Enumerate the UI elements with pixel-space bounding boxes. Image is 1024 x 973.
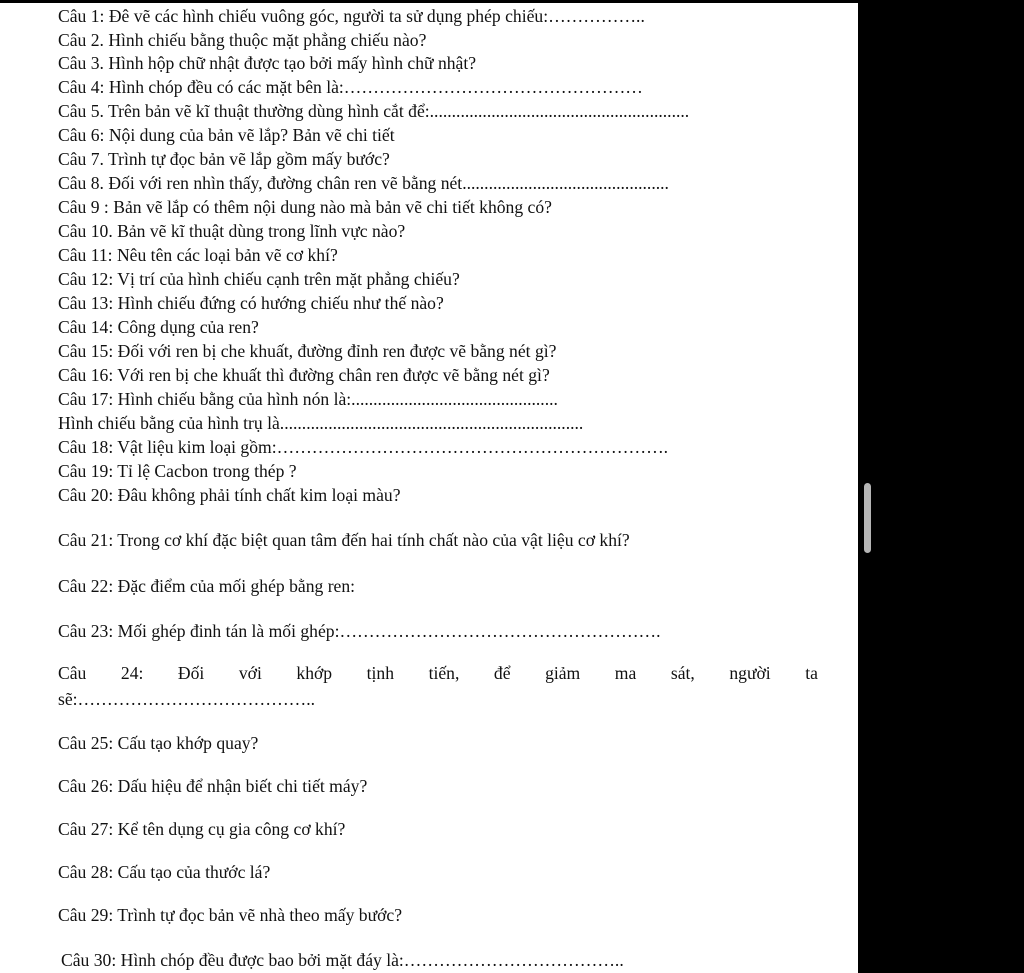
q24-word: sát,	[670, 663, 695, 683]
question-7: Câu 7. Trình tự đọc bản vẽ lắp gồm mấy bước?	[58, 149, 390, 169]
document-page	[0, 3, 858, 973]
question-10: Câu 10. Bản vẽ kĩ thuật dùng trong lĩnh vực nào?	[58, 221, 406, 241]
question-2: Câu 2. Hình chiếu bằng thuộc mặt phẳng chiếu nào?	[58, 30, 427, 50]
q24-word: Câu	[58, 663, 87, 683]
q24-word: 24:	[120, 663, 144, 683]
question-23: Câu 23: Mối ghép đinh tán là mối ghép:……………………………………………….	[58, 621, 661, 641]
question-16: Câu 16: Với ren bị che khuất thì đường chân ren được vẽ bằng nét gì?	[58, 365, 550, 385]
question-9: Câu 9 : Bản vẽ lắp có thêm nội dung nào mà bản vẽ chi tiết không có?	[58, 197, 552, 217]
question-14: Câu 14: Công dụng của ren?	[58, 317, 259, 337]
question-21: Câu 21: Trong cơ khí đặc biệt quan tâm đến hai tính chất nào của vật liệu cơ khí?	[58, 530, 630, 550]
question-1: Câu 1: Đê vẽ các hình chiếu vuông góc, người ta sử dụng phép chiếu:……………..	[58, 6, 645, 26]
q24-word: với	[238, 663, 262, 683]
question-19: Câu 19: Tỉ lệ Cacbon trong thép ?	[58, 461, 297, 481]
question-25: Câu 25: Cấu tạo khớp quay?	[58, 733, 259, 753]
question-26: Câu 26: Dấu hiệu để nhận biết chi tiết máy?	[58, 776, 368, 796]
q24-word: tiến,	[428, 663, 460, 683]
question-4: Câu 4: Hình chóp đều có các mặt bên là:……………………………………………	[58, 77, 643, 97]
q24-word: khớp	[296, 663, 333, 683]
q24-word: để	[493, 663, 511, 683]
question-29: Câu 29: Trình tự đọc bản vẽ nhà theo mấy bước?	[58, 905, 403, 925]
q24-word: ma	[614, 663, 637, 683]
question-6: Câu 6: Nội dung của bản vẽ lắp? Bản vẽ chi tiết	[58, 125, 395, 145]
q24-word: ta	[805, 663, 818, 683]
q24-word: tịnh	[366, 663, 395, 683]
question-13: Câu 13: Hình chiếu đứng có hướng chiếu như thế nào?	[58, 293, 444, 313]
question-28: Câu 28: Cấu tạo của thước lá?	[58, 862, 271, 882]
question-3: Câu 3. Hình hộp chữ nhật được tạo bởi mấy hình chữ nhật?	[58, 53, 477, 73]
question-5: Câu 5. Trên bản vẽ kĩ thuật thường dùng hình cắt để:...........................................................	[58, 101, 690, 121]
question-11: Câu 11: Nêu tên các loại bản vẽ cơ khí?	[58, 245, 338, 265]
question-22: Câu 22: Đặc điểm của mối ghép bằng ren:	[58, 576, 356, 596]
question-18: Câu 18: Vật liệu kim loại gồm:………………………………………………………….	[58, 437, 669, 457]
question-20: Câu 20: Đâu không phải tính chất kim loại màu?	[58, 485, 401, 505]
question-27: Câu 27: Kể tên dụng cụ gia công cơ khí?	[58, 819, 346, 839]
question-17: Câu 17: Hình chiếu bằng của hình nón là:...............................................	[58, 389, 558, 409]
question-24-continued: sẽ:…………………………………..	[58, 689, 316, 709]
question-12: Câu 12: Vị trí của hình chiếu cạnh trên mặt phẳng chiếu?	[58, 269, 460, 289]
question-8: Câu 8. Đối với ren nhìn thấy, đường chân ren vẽ bằng nét...............................................	[58, 173, 669, 193]
question-30: Câu 30: Hình chóp đều được bao bởi mặt đáy là:………………………………..	[61, 950, 624, 970]
question-24	[58, 663, 818, 683]
question-15: Câu 15: Đối với ren bị che khuất, đường đỉnh ren được vẽ bằng nét gì?	[58, 341, 557, 361]
q24-word: Đối	[177, 663, 205, 683]
q24-word: giảm	[545, 663, 581, 683]
question-17-continued: Hình chiếu bằng của hình trụ là.....................................................................	[58, 413, 584, 433]
q24-word: người	[729, 663, 771, 683]
scrollbar-thumb[interactable]	[864, 483, 871, 553]
